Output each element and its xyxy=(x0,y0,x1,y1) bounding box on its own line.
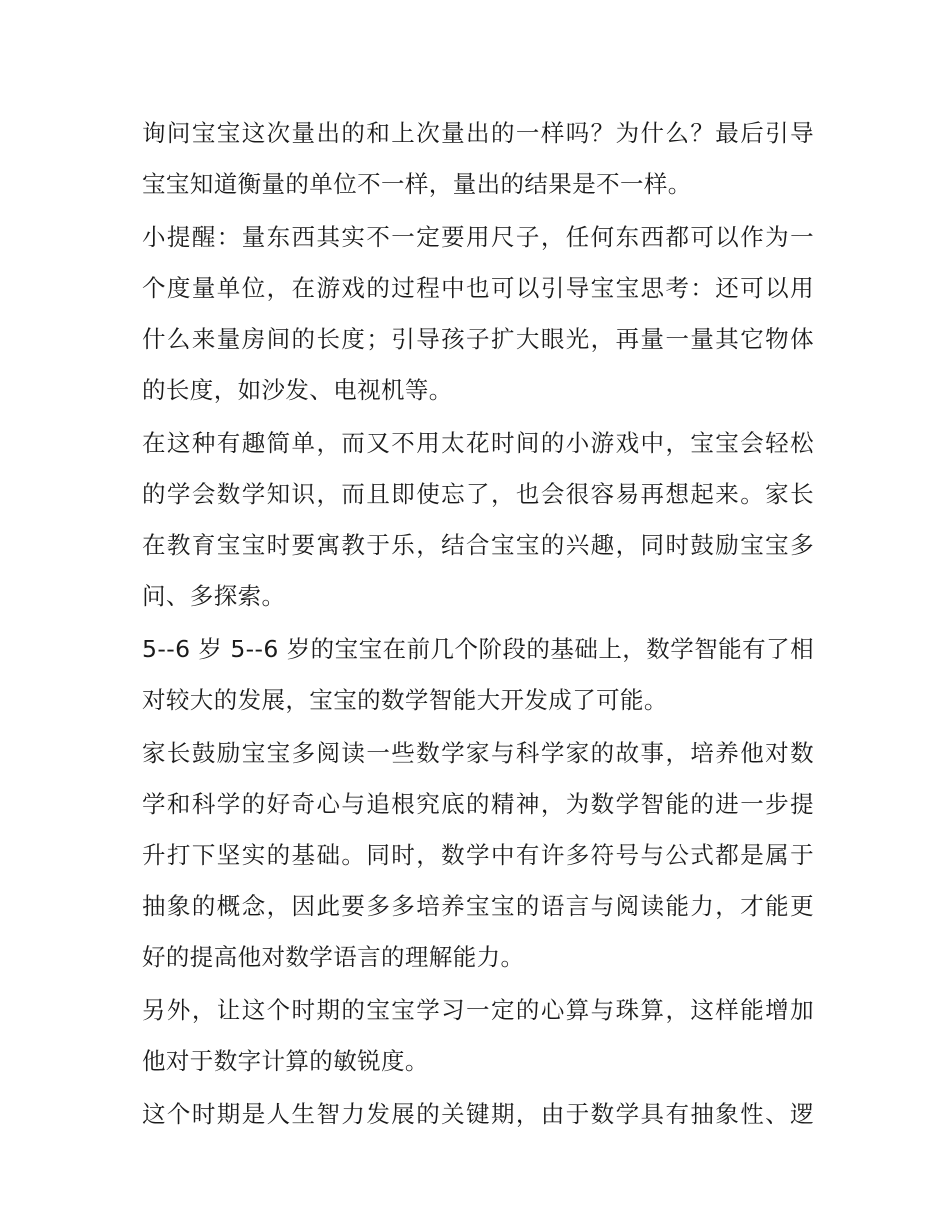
text-line: 在这种有趣简单，而又不用太花时间的小游戏中，宝宝会轻松 xyxy=(142,429,814,457)
text-line: 什么来量房间的长度；引导孩子扩大眼光，再量一量其它物体 xyxy=(142,325,814,353)
text-line: 宝宝知道衡量的单位不一样，量出的结果是不一样。 xyxy=(142,170,692,198)
text-line: 另外，让这个时期的宝宝学习一定的心算与珠算，这样能增加 xyxy=(142,996,814,1024)
text-line: 家长鼓励宝宝多阅读一些数学家与科学家的故事，培养他对数 xyxy=(142,739,814,767)
text-line: 的长度，如沙发、电视机等。 xyxy=(142,376,453,404)
paragraph-4 xyxy=(142,624,814,726)
text-line: 个度量单位，在游戏的过程中也可以引导宝宝思考：还可以用 xyxy=(142,274,814,302)
text-line: 询问宝宝这次量出的和上次量出的一样吗？为什么？最后引导 xyxy=(142,119,814,147)
paragraph-7 xyxy=(142,1089,814,1140)
text-line: 好的提高他对数学语言的理解能力。 xyxy=(142,943,525,971)
paragraph-2 xyxy=(142,212,814,416)
text-line: 他对于数字计算的敏锐度。 xyxy=(142,1047,429,1075)
paragraph-6 xyxy=(142,985,814,1087)
text-line: 学和科学的好奇心与追根究底的精神，为数学智能的进一步提 xyxy=(142,790,814,818)
paragraph-5 xyxy=(142,728,814,983)
paragraph-1 xyxy=(142,108,814,210)
text-line: 的学会数学知识，而且即使忘了，也会很容易再想起来。家长 xyxy=(142,480,814,508)
text-line: 升打下坚实的基础。同时，数学中有许多符号与公式都是属于 xyxy=(142,841,814,869)
text-line: 小提醒：量东西其实不一定要用尺子，任何东西都可以作为一 xyxy=(142,223,814,251)
text-line: 抽象的概念，因此要多多培养宝宝的语言与阅读能力，才能更 xyxy=(142,892,814,920)
paragraph-3 xyxy=(142,418,814,622)
text-line: 对较大的发展，宝宝的数学智能大开发成了可能。 xyxy=(142,686,668,714)
text-line: 5--6 岁 5--6 岁的宝宝在前几个阶段的基础上，数学智能有了相 xyxy=(142,635,814,663)
text-line: 在教育宝宝时要寓教于乐，结合宝宝的兴趣，同时鼓励宝宝多 xyxy=(142,531,814,559)
body-text xyxy=(142,108,814,1142)
text-line: 这个时期是人生智力发展的关键期，由于数学具有抽象性、逻 xyxy=(142,1100,814,1128)
text-line: 问、多探索。 xyxy=(142,582,286,610)
